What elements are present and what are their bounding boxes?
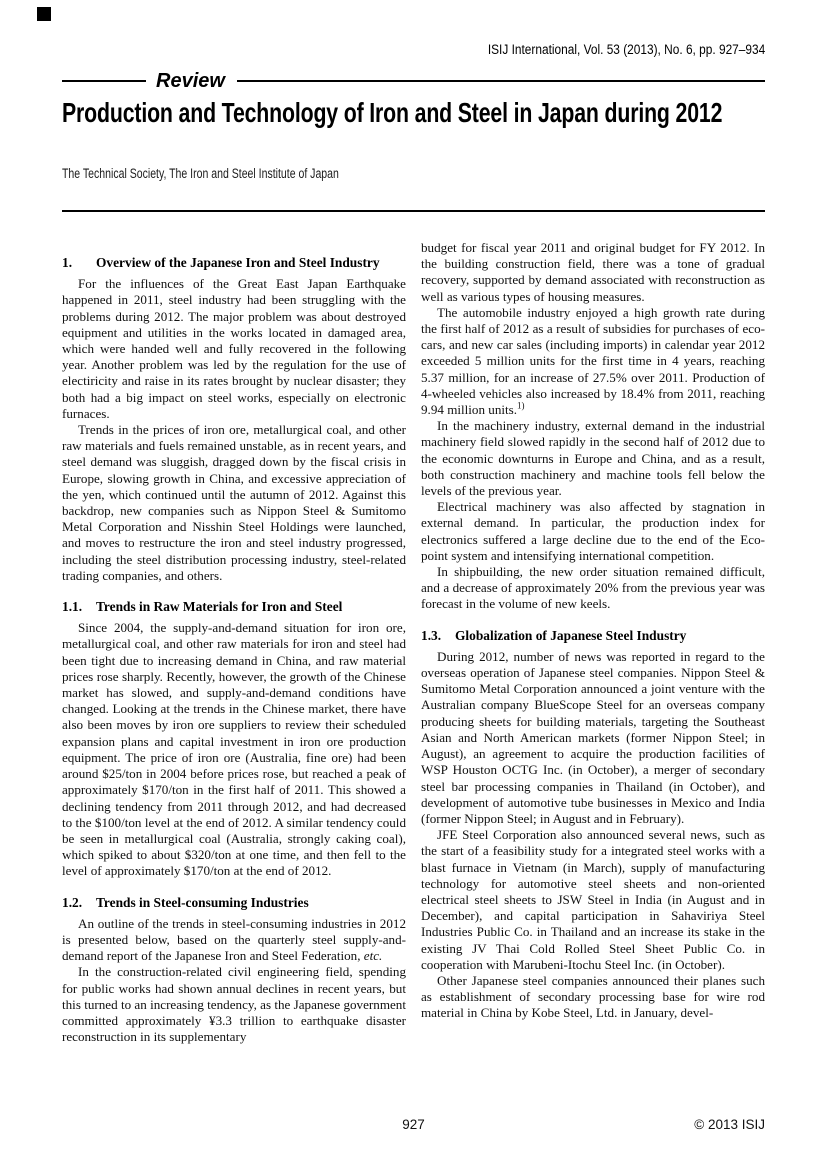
paragraph (62, 964, 406, 1045)
section-heading (62, 255, 406, 271)
text-run: For the influences of the Great East Japan Earthquake happened in 2011, steel industry had been struggling with the problems during 2012. The major problem was about destroyed equipment and utilities in the works located in damaged area, which were handed well and fully recovered in the following year. Another problem was led by the regulation for the use of electiricity and raise in its rates brought by nuclear disaster; they both had a big impact on steel works, especially on electronic furnaces. (62, 276, 406, 421)
section-number: 1. (62, 255, 73, 270)
paragraph (421, 305, 765, 418)
text-run: Trends in the prices of iron ore, metallurgical coal, and other raw materials and fuels remained unstable, as in recent years, and steel demand was sluggish, dragged down by the fiscal crisis in Europe, slowing growth in China, and excessive appreciation of the yen, which continued until the autumn of 2012. Against this backdrop, new companies such as Nippon Steel & Sumitomo Metal Corporation and Nisshin Steel Holdings were launched, and moves to restructure the iron and steel industry progressed, including the steel distribution processing industry, steel-related trading companies, and others. (62, 422, 406, 583)
section-number: 1.3. (421, 627, 442, 643)
right-column (421, 232, 765, 1116)
section-heading (421, 628, 765, 644)
paragraph (62, 276, 406, 422)
text-run: JFE Steel Corporation also announced several news, such as the start of a feasibility study for a integrated steel works with a blast furnace in Vietnam (in March), supply of manufacturing technology for automotive steel sheets and non-oriented electrical steel sheets to JSW Steel in India (in August and in December), and capital participation in Sahaviriya Steel Industries Public Co. in Thailand and an increase its stake in the existing JV Thai Cold Rolled Steel Sheet Public Co. in cooperation with Marubeni-Itochu Steel Inc. (in October). (421, 827, 765, 972)
paragraph (421, 827, 765, 973)
page-footer (62, 1117, 765, 1135)
left-column (62, 232, 406, 1116)
article-body (62, 232, 765, 1116)
paragraph (62, 620, 406, 879)
reference-superscript: 1) (517, 400, 525, 411)
text-run: The automobile industry enjoyed a high growth rate during the first half of 2012 as a result of subsidies for purchases of eco-cars, and new car sales (including imports) in calendar year 2012 exceeded 5 million units for the first time in 4 years, reaching 5.37 million, for an increase of 27.5% over 2011. Production of 4-wheeled vehicles also increased by 18.4% from 2011, reaching 9.94 million units. (421, 304, 765, 418)
text-run: Electrical machinery was also affected by stagnation in external demand. In particular, the production index for electronics suffered a large decline due to the end of the Eco-point system and intensifying international competition. (421, 499, 765, 563)
article-type-banner (62, 70, 765, 92)
section-number: 1.2. (62, 894, 83, 910)
section-heading (62, 895, 406, 911)
text-run: An outline of the trends in steel-consuming industries in 2012 is presented below, based on the quarterly steel supply-and-demand report of the Japanese Iron and Steel Federation, (62, 915, 406, 964)
text-run: In the machinery industry, external demand in the industrial machinery field slowed rapidly in the second half of 2012 due to the economic downturns in Europe and China, and as a result, both construction machinery and machine tools fell below the levels of the previous year. (421, 418, 765, 499)
header-divider (62, 210, 765, 212)
paragraph (421, 499, 765, 564)
page-number: 927 (402, 1117, 425, 1132)
paragraph (421, 418, 765, 499)
paragraph (421, 649, 765, 827)
section-title: Trends in Steel-consuming Industries (96, 894, 309, 910)
banner-rule-left (62, 80, 146, 82)
text-run: etc. (363, 948, 383, 964)
author-line: The Technical Society, The Iron and Steel Institute of Japan (62, 166, 339, 181)
text-run: Since 2004, the supply-and-demand situation for iron ore, metallurgical coal, and other raw materials for iron and steel had been tight due to increasing demand in China, and raw material prices rose sharply. Recently, however, the growth of the Chinese market has slowed, and supply-and-demand conditions have changed. Looking at the trends in the Chinese market, there have also been moves by iron ore suppliers to review their scheduled expansion plans and capital investment in iron ore production equipment. The price of iron ore (Australia, fine ore) had been around $25/ton in 2004 before prices rose, but reached a peak of approximately $170/ton in the first half of 2011. This showed a declining tendency from 2011 through 2012, and had decreased to the $100/ton level at the end of 2012. A similar tendency could be seen in metallurgical coal (Australia, strongly caking coal), which spiked to about $320/ton at one time, and then fell to the level of approximately $170/ton at the end of 2012. (62, 620, 406, 879)
section-number: 1.1. (62, 599, 83, 615)
section-title: Trends in Raw Materials for Iron and Steel (96, 599, 343, 615)
journal-citation: ISIJ International, Vol. 53 (2013), No. 6, pp. 927–934 (487, 42, 765, 57)
text-run: In shipbuilding, the new order situation remained difficult, and a decrease of approximately 20% from the previous year was forecast in the volume of new keels. (421, 564, 765, 612)
paragraph (62, 916, 406, 965)
text-run: budget for fiscal year 2011 and original budget for FY 2012. In the building construction field, there was a tone of gradual recovery, supported by demand associated with reconstruction as well as various types of housing measures. (421, 240, 765, 304)
article-title: Production and Technology of Iron and Steel in Japan during 2012 (62, 97, 723, 128)
section-title: Overview of the Japanese Iron and Steel Industry (96, 255, 380, 270)
scan-corner-mark (37, 7, 51, 21)
paragraph (62, 422, 406, 584)
text-run: Other Japanese steel companies announced their planes such as establishment of secondary processing base for wire rod material in China by Kobe Steel, Ltd. in January, devel- (421, 972, 765, 1021)
copyright-notice: © 2013 ISIJ (694, 1117, 765, 1132)
section-title: Globalization of Japanese Steel Industry (455, 627, 687, 643)
section-heading (62, 599, 406, 615)
paragraph (421, 240, 765, 305)
article-type-label: Review (156, 69, 225, 92)
text-run: During 2012, number of news was reported in regard to the overseas operation of Japanese steel companies. Nippon Steel & Sumitomo Metal Corporation announced a joint venture with the Australian company BlueScope Steel for an overseas company producing sheets for building materials, targeting the Southeast Asian and North American markets (former Nippon Steel; in August), an agreement to acquire the production facilities of WSP Houston OCTG Inc. (in October), a merger of secondary steel bar processing companies in Thailand (in October), and development of automotive tube businesses in Mexico and India (former Nippon Steel; in August and in February). (421, 648, 765, 826)
paragraph (421, 564, 765, 613)
paragraph (421, 973, 765, 1022)
text-run: In the construction-related civil engineering field, spending for public works had shown annual declines in recent years, but this turned to an increasing tendency, as the Japanese government committed approximately ¥3.3 trillion to earthquake disaster reconstruction in its supplementary (62, 964, 406, 1045)
banner-rule-right (237, 80, 765, 82)
